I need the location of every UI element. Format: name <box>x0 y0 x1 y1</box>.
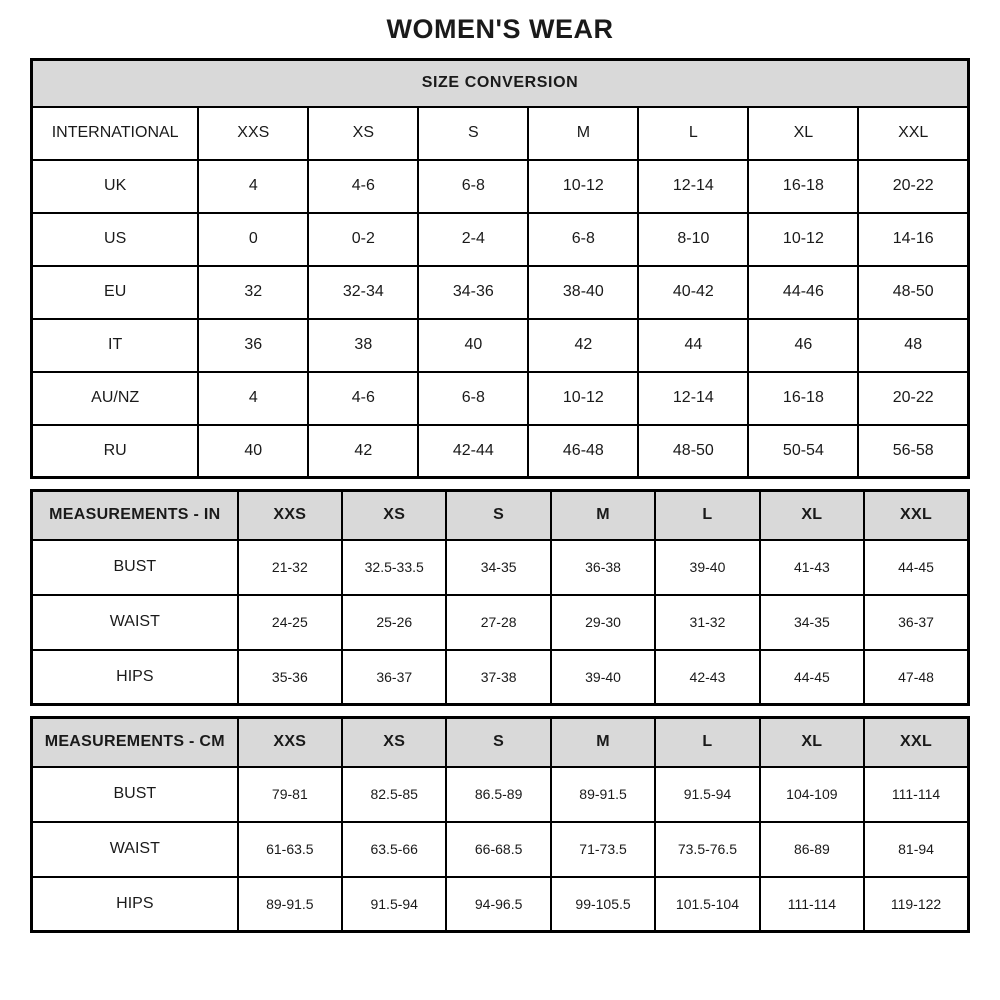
value-cell: 36-37 <box>864 595 968 650</box>
value-cell: 12-14 <box>638 160 748 213</box>
value-cell: 56-58 <box>858 425 968 478</box>
value-cell: 4 <box>198 372 308 425</box>
value-cell: 99-105.5 <box>551 877 655 932</box>
value-cell: 16-18 <box>748 160 858 213</box>
value-cell: 0 <box>198 213 308 266</box>
table-row <box>32 213 969 266</box>
value-cell: 6-8 <box>418 160 528 213</box>
column-header: M <box>551 491 655 540</box>
value-cell: 44-45 <box>864 540 968 595</box>
value-cell: 34-36 <box>418 266 528 319</box>
value-cell: 37-38 <box>446 650 550 705</box>
value-cell: 79-81 <box>238 767 342 822</box>
column-header: M <box>528 107 638 160</box>
value-cell: 61-63.5 <box>238 822 342 877</box>
measurements-in-table <box>30 489 970 706</box>
value-cell: 48 <box>858 319 968 372</box>
value-cell: 44-46 <box>748 266 858 319</box>
value-cell: 4-6 <box>308 372 418 425</box>
column-header: XXS <box>238 491 342 540</box>
value-cell: 42-44 <box>418 425 528 478</box>
column-header: S <box>446 718 550 767</box>
column-header: XS <box>342 718 446 767</box>
value-cell: 73.5-76.5 <box>655 822 759 877</box>
value-cell: 111-114 <box>760 877 864 932</box>
column-header: XXL <box>864 491 968 540</box>
value-cell: 6-8 <box>528 213 638 266</box>
column-header: XXL <box>864 718 968 767</box>
column-header-row <box>32 718 969 767</box>
column-header: S <box>446 491 550 540</box>
value-cell: 8-10 <box>638 213 748 266</box>
value-cell: 86.5-89 <box>446 767 550 822</box>
value-cell: 71-73.5 <box>551 822 655 877</box>
table-row <box>32 767 969 822</box>
value-cell: 25-26 <box>342 595 446 650</box>
value-cell: 111-114 <box>864 767 968 822</box>
column-header: XXS <box>198 107 308 160</box>
value-cell: 42-43 <box>655 650 759 705</box>
value-cell: 42 <box>308 425 418 478</box>
row-label: IT <box>32 319 199 372</box>
value-cell: 20-22 <box>858 372 968 425</box>
value-cell: 44-45 <box>760 650 864 705</box>
value-cell: 94-96.5 <box>446 877 550 932</box>
value-cell: 10-12 <box>528 372 638 425</box>
column-header: M <box>551 718 655 767</box>
table-title: MEASUREMENTS - CM <box>32 718 238 767</box>
table-row <box>32 425 969 478</box>
table-row <box>32 822 969 877</box>
value-cell: 48-50 <box>638 425 748 478</box>
column-header: L <box>638 107 748 160</box>
table-row <box>32 595 969 650</box>
row-label: RU <box>32 425 199 478</box>
value-cell: 14-16 <box>858 213 968 266</box>
measurements-cm-table <box>30 716 970 933</box>
value-cell: 40 <box>418 319 528 372</box>
value-cell: 44 <box>638 319 748 372</box>
table-row <box>32 877 969 932</box>
value-cell: 36-38 <box>551 540 655 595</box>
value-cell: 86-89 <box>760 822 864 877</box>
value-cell: 31-32 <box>655 595 759 650</box>
row-label: UK <box>32 160 199 213</box>
value-cell: 38 <box>308 319 418 372</box>
table-row <box>32 319 969 372</box>
value-cell: 32-34 <box>308 266 418 319</box>
column-header: XL <box>748 107 858 160</box>
value-cell: 46 <box>748 319 858 372</box>
value-cell: 29-30 <box>551 595 655 650</box>
table-row <box>32 650 969 705</box>
column-header: S <box>418 107 528 160</box>
row-label: HIPS <box>32 877 238 932</box>
row-label: HIPS <box>32 650 238 705</box>
row-label: EU <box>32 266 199 319</box>
column-header: XXS <box>238 718 342 767</box>
value-cell: 41-43 <box>760 540 864 595</box>
table-row <box>32 160 969 213</box>
value-cell: 0-2 <box>308 213 418 266</box>
value-cell: 32 <box>198 266 308 319</box>
column-header: XL <box>760 718 864 767</box>
value-cell: 101.5-104 <box>655 877 759 932</box>
value-cell: 36 <box>198 319 308 372</box>
value-cell: 48-50 <box>858 266 968 319</box>
table-row <box>32 372 969 425</box>
value-cell: 32.5-33.5 <box>342 540 446 595</box>
value-cell: 119-122 <box>864 877 968 932</box>
value-cell: 35-36 <box>238 650 342 705</box>
value-cell: 89-91.5 <box>238 877 342 932</box>
value-cell: 27-28 <box>446 595 550 650</box>
value-cell: 39-40 <box>551 650 655 705</box>
column-header: XS <box>308 107 418 160</box>
value-cell: 34-35 <box>446 540 550 595</box>
row-label: BUST <box>32 767 238 822</box>
column-header: XL <box>760 491 864 540</box>
value-cell: 10-12 <box>528 160 638 213</box>
row-label: WAIST <box>32 595 238 650</box>
value-cell: 10-12 <box>748 213 858 266</box>
column-header: XS <box>342 491 446 540</box>
table-title: SIZE CONVERSION <box>32 60 969 107</box>
value-cell: 39-40 <box>655 540 759 595</box>
value-cell: 24-25 <box>238 595 342 650</box>
value-cell: 66-68.5 <box>446 822 550 877</box>
row-label: BUST <box>32 540 238 595</box>
table-banner-row <box>32 60 969 107</box>
table-row <box>32 266 969 319</box>
value-cell: 40 <box>198 425 308 478</box>
value-cell: 104-109 <box>760 767 864 822</box>
value-cell: 16-18 <box>748 372 858 425</box>
value-cell: 50-54 <box>748 425 858 478</box>
column-header: L <box>655 491 759 540</box>
value-cell: 91.5-94 <box>655 767 759 822</box>
row-label: US <box>32 213 199 266</box>
table-row <box>32 540 969 595</box>
value-cell: 47-48 <box>864 650 968 705</box>
value-cell: 81-94 <box>864 822 968 877</box>
value-cell: 2-4 <box>418 213 528 266</box>
value-cell: 40-42 <box>638 266 748 319</box>
row-label: WAIST <box>32 822 238 877</box>
column-header: INTERNATIONAL <box>32 107 199 160</box>
column-header-row <box>32 107 969 160</box>
value-cell: 89-91.5 <box>551 767 655 822</box>
value-cell: 38-40 <box>528 266 638 319</box>
value-cell: 63.5-66 <box>342 822 446 877</box>
value-cell: 4-6 <box>308 160 418 213</box>
value-cell: 34-35 <box>760 595 864 650</box>
value-cell: 21-32 <box>238 540 342 595</box>
value-cell: 36-37 <box>342 650 446 705</box>
value-cell: 82.5-85 <box>342 767 446 822</box>
value-cell: 20-22 <box>858 160 968 213</box>
column-header-row <box>32 491 969 540</box>
value-cell: 46-48 <box>528 425 638 478</box>
value-cell: 4 <box>198 160 308 213</box>
value-cell: 6-8 <box>418 372 528 425</box>
value-cell: 91.5-94 <box>342 877 446 932</box>
table-title: MEASUREMENTS - IN <box>32 491 238 540</box>
value-cell: 42 <box>528 319 638 372</box>
column-header: XXL <box>858 107 968 160</box>
value-cell: 12-14 <box>638 372 748 425</box>
column-header: L <box>655 718 759 767</box>
row-label: AU/NZ <box>32 372 199 425</box>
page-title: WOMEN'S WEAR <box>386 14 614 44</box>
size-conversion-table <box>30 58 970 479</box>
